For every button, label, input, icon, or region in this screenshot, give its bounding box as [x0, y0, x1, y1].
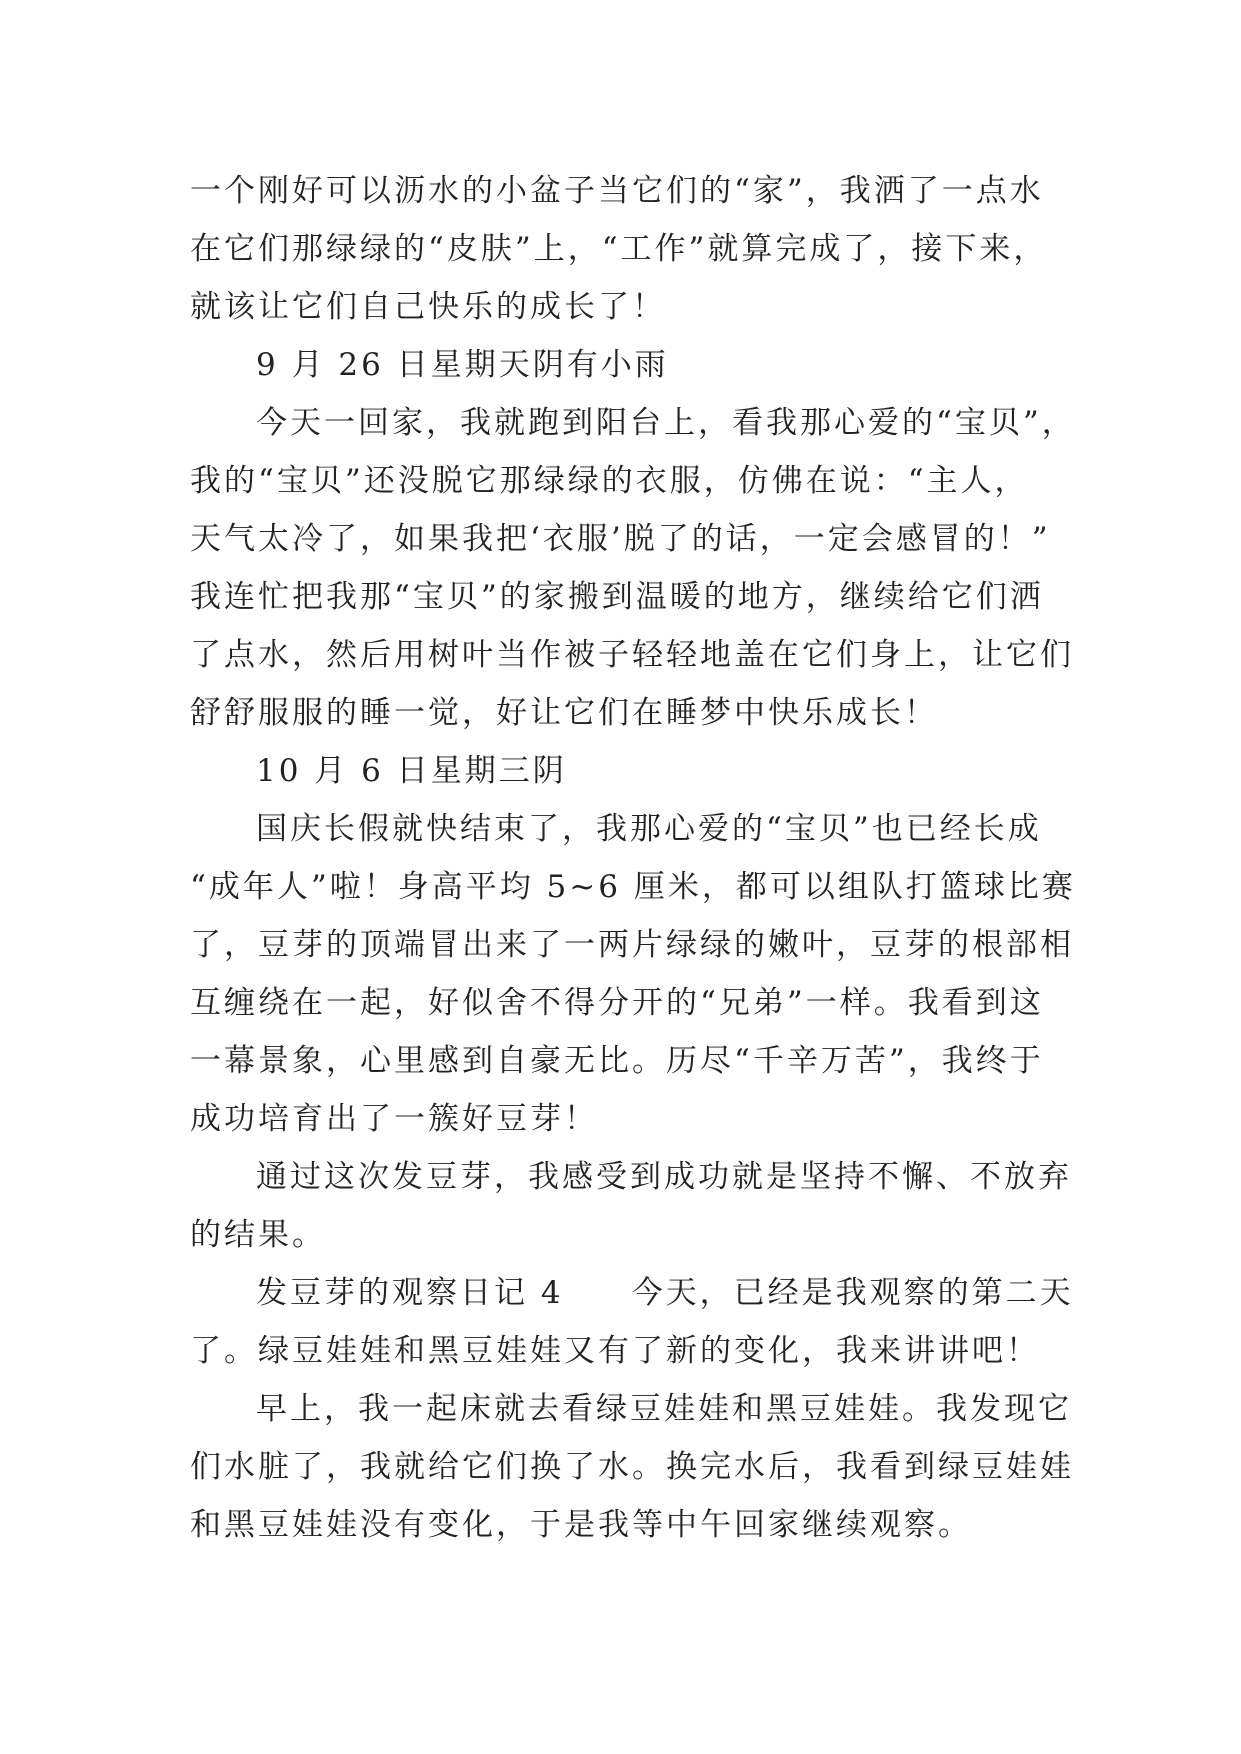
- document-body: [190, 162, 1076, 1554]
- date-heading: 9 月 26 日星期天阴有小雨: [256, 347, 669, 383]
- text-line: 就该让它们自己快乐的成长了！: [190, 289, 666, 325]
- text-line: 我连忙把我那“宝贝”的家搬到温暖的地方，继续给它们洒: [190, 579, 1044, 615]
- text-line: 舒舒服服的睡一觉，好让它们在睡梦中快乐成长！: [190, 695, 938, 731]
- text-line: 了。绿豆娃娃和黑豆娃娃又有了新的变化，我来讲讲吧！: [190, 1333, 1040, 1369]
- text-line: 和黑豆娃娃没有变化，于是我等中午回家继续观察。: [190, 1507, 972, 1543]
- date-heading: 10 月 6 日星期三阴: [256, 753, 567, 789]
- text-line: 们水脏了，我就给它们换了水。换完水后，我看到绿豆娃娃: [190, 1449, 1074, 1485]
- text-line: 今天一回家，我就跑到阳台上，看我那心爱的“宝贝”，: [256, 405, 1076, 441]
- text-line: 了，豆芽的顶端冒出来了一两片绿绿的嫩叶，豆芽的根部相: [190, 927, 1074, 963]
- text-line: 我的“宝贝”还没脱它那绿绿的衣服，仿佛在说：“主人，: [190, 463, 1029, 499]
- text-line: 的结果。: [190, 1217, 326, 1253]
- text-line: “成年人”啦！身高平均 5~6 厘米，都可以组队打篮球比赛: [190, 869, 1076, 905]
- text-line: 通过这次发豆芽，我感受到成功就是坚持不懈、不放弃: [256, 1159, 1072, 1195]
- text-line: 一个刚好可以沥水的小盆子当它们的“家”，我洒了一点水: [190, 173, 1044, 209]
- text-line: 天气太冷了，如果我把‘衣服’脱了的话，一定会感冒的！”: [190, 521, 1051, 557]
- section-heading: 发豆芽的观察日记 4 今天，已经是我观察的第二天: [256, 1275, 1074, 1311]
- text-line: 成功培育出了一簇好豆芽！: [190, 1101, 598, 1137]
- text-line: 在它们那绿绿的“皮肤”上，“工作”就算完成了，接下来，: [190, 231, 1048, 267]
- text-line: 互缠绕在一起，好似舍不得分开的“兄弟”一样。我看到这: [190, 985, 1044, 1021]
- text-line: 一幕景象，心里感到自豪无比。历尽“千辛万苦”，我终于: [190, 1043, 1044, 1079]
- text-line: 国庆长假就快结束了，我那心爱的“宝贝”也已经长成: [256, 811, 1042, 847]
- text-line: 早上，我一起床就去看绿豆娃娃和黑豆娃娃。我发现它: [256, 1391, 1072, 1427]
- text-line: 了点水，然后用树叶当作被子轻轻地盖在它们身上，让它们: [190, 637, 1074, 673]
